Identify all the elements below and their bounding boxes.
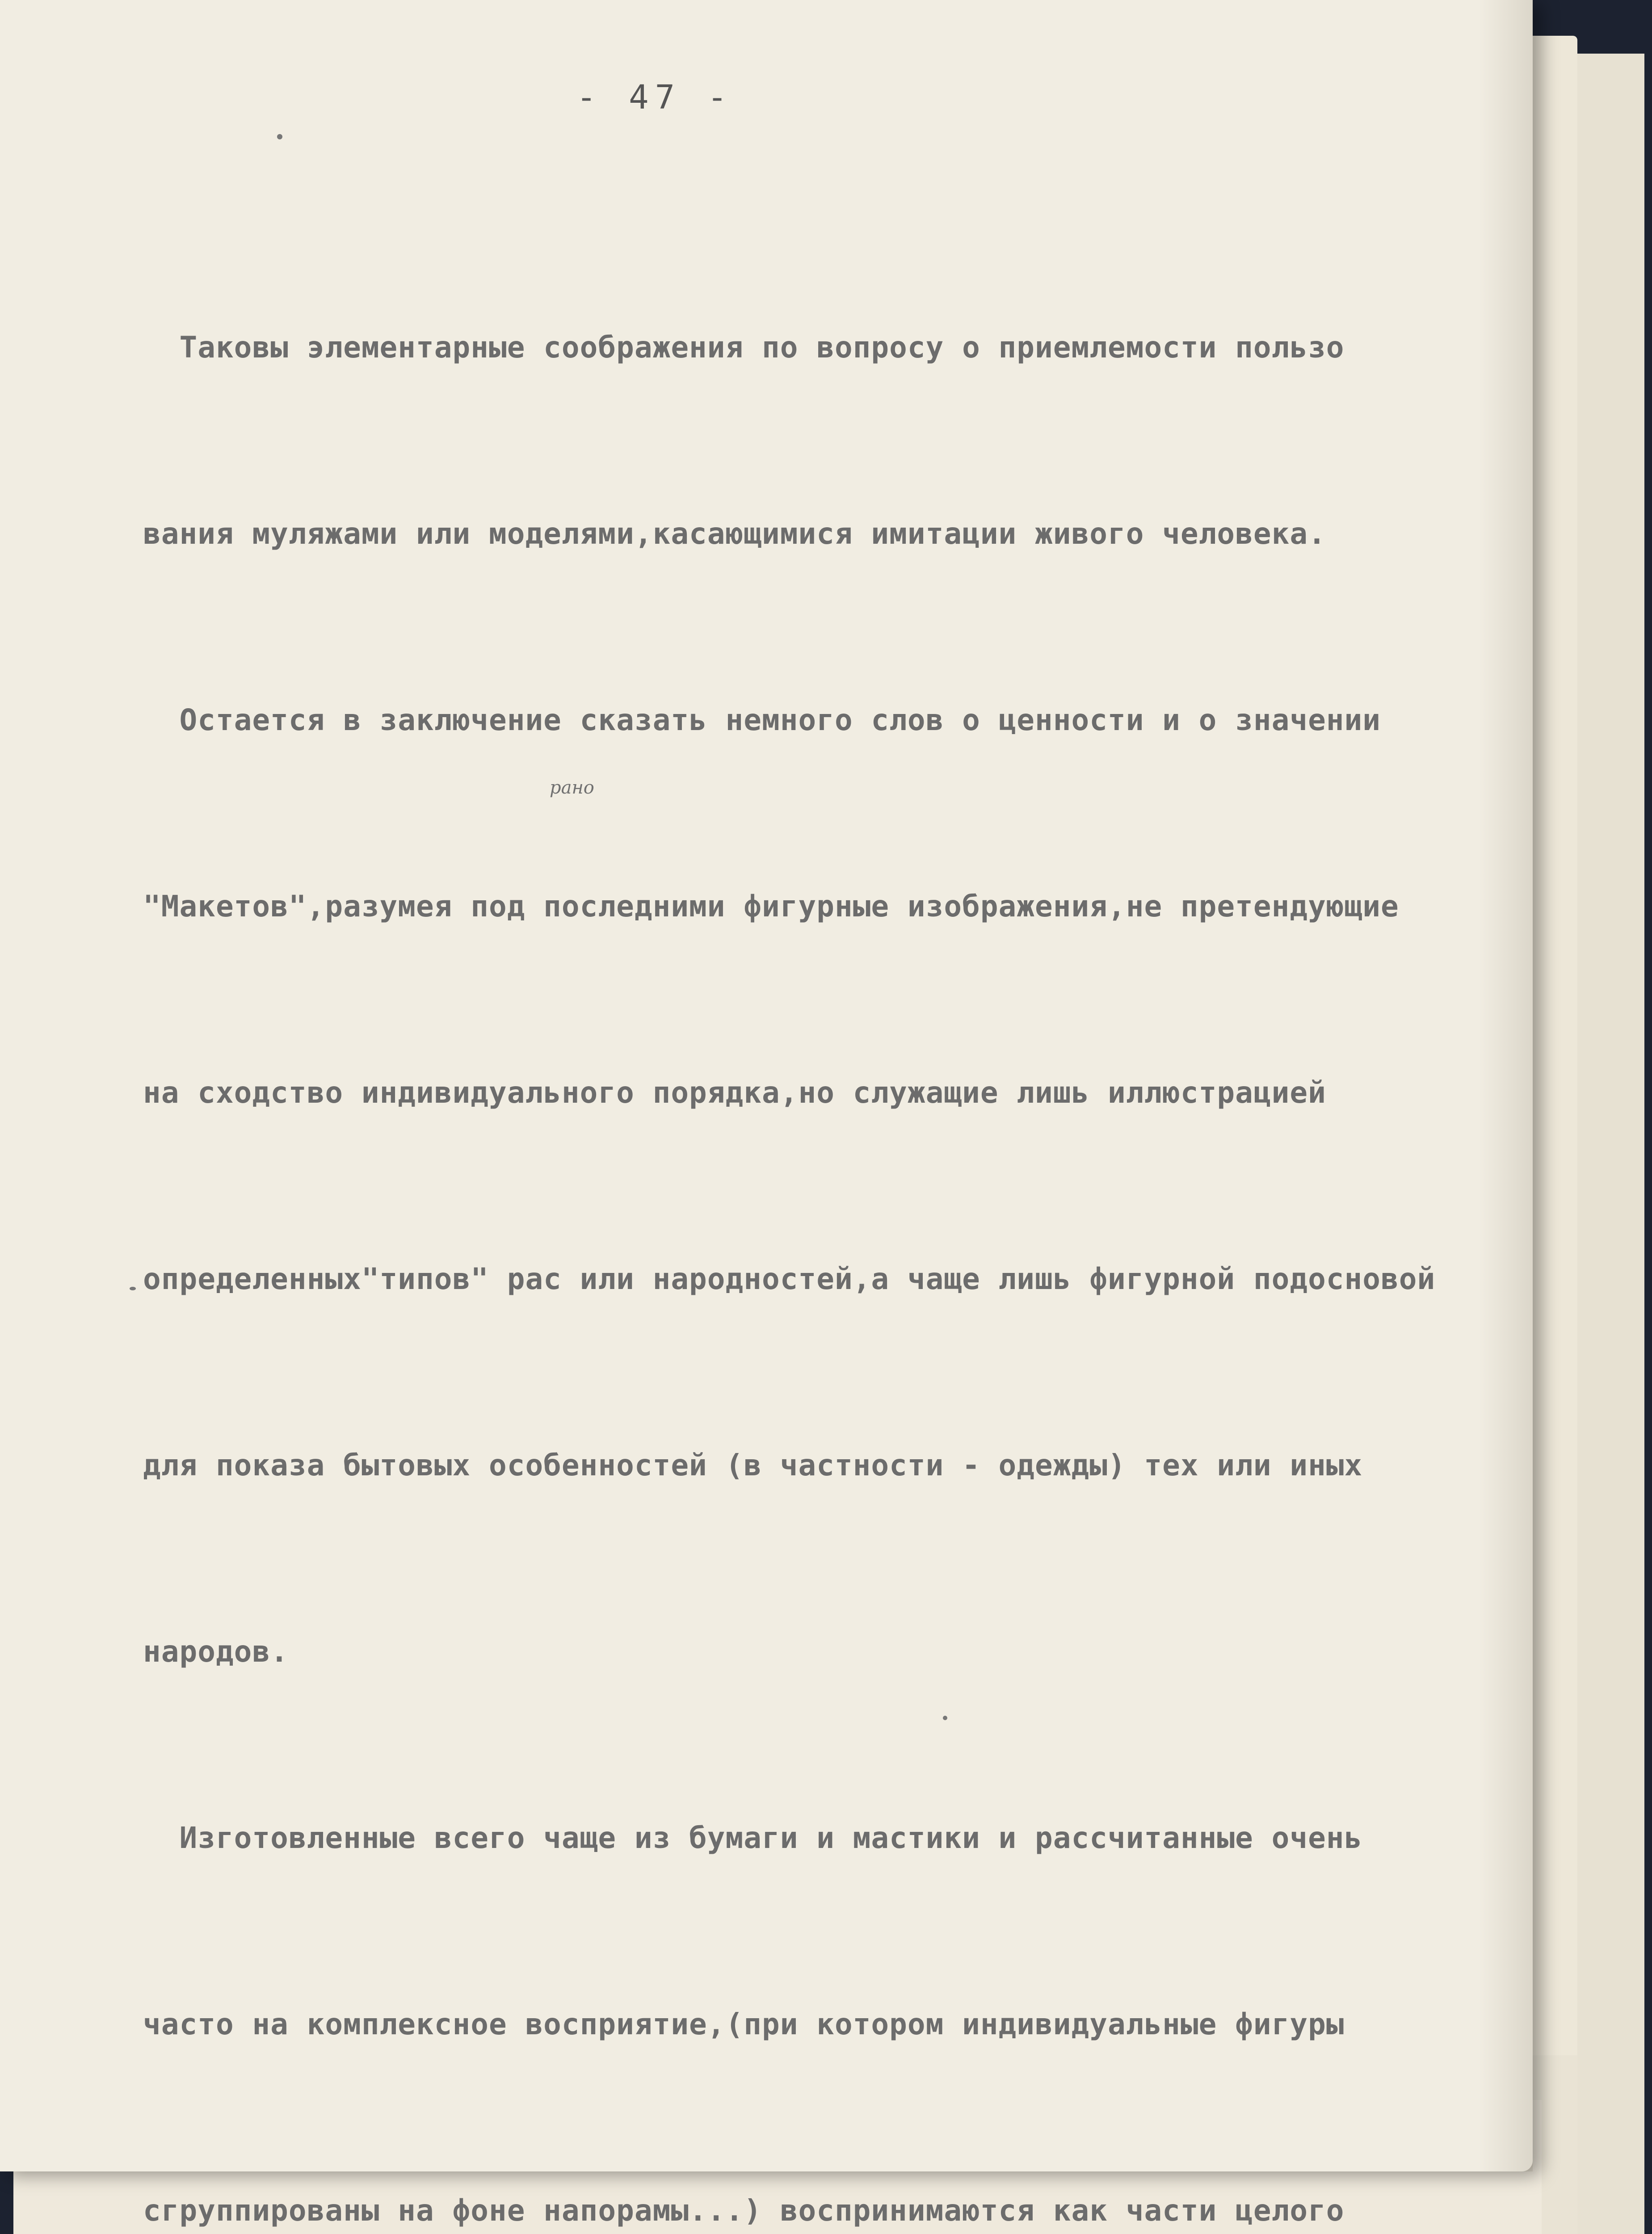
page-number: - 47 - (576, 78, 734, 117)
text-line: Таковы элементарные соображения по вопросу о приемлемости пользо (143, 330, 1345, 365)
typed-text (143, 192, 1555, 2234)
text-line: "Макетов",разумея под последними фигурные изображения,не претендующие (143, 889, 1399, 924)
handwritten-note: рано (550, 777, 594, 798)
ink-dot (130, 1287, 136, 1290)
text-line: определенных"типов" рас или народностей,а чаще лишь фигурной подосновой (143, 1262, 1436, 1296)
text-line: часто на комплексное восприятие,(при котором индивидуальные фигуры (143, 2007, 1345, 2041)
text-line: вания муляжами или моделями,касающимися имитации живого человека. (143, 517, 1326, 551)
text-line: Остается в заключение сказать немного слов о ценности и о значении (143, 703, 1381, 737)
text-line: сгруппированы на фоне напорамы...) воспринимаются как части целого (143, 2193, 1345, 2228)
ink-dot (277, 134, 282, 139)
text-line: для показа бытовых особенностей (в частности - одежды) тех или иных (143, 1448, 1363, 1482)
text-line: Изготовленные всего чаще из бумаги и мастики и рассчитанные очень (143, 1821, 1363, 1855)
text-line: на сходство индивидуального порядка,но служащие лишь иллюстрацией (143, 1075, 1326, 1110)
text-line: народов. (143, 1634, 289, 1669)
